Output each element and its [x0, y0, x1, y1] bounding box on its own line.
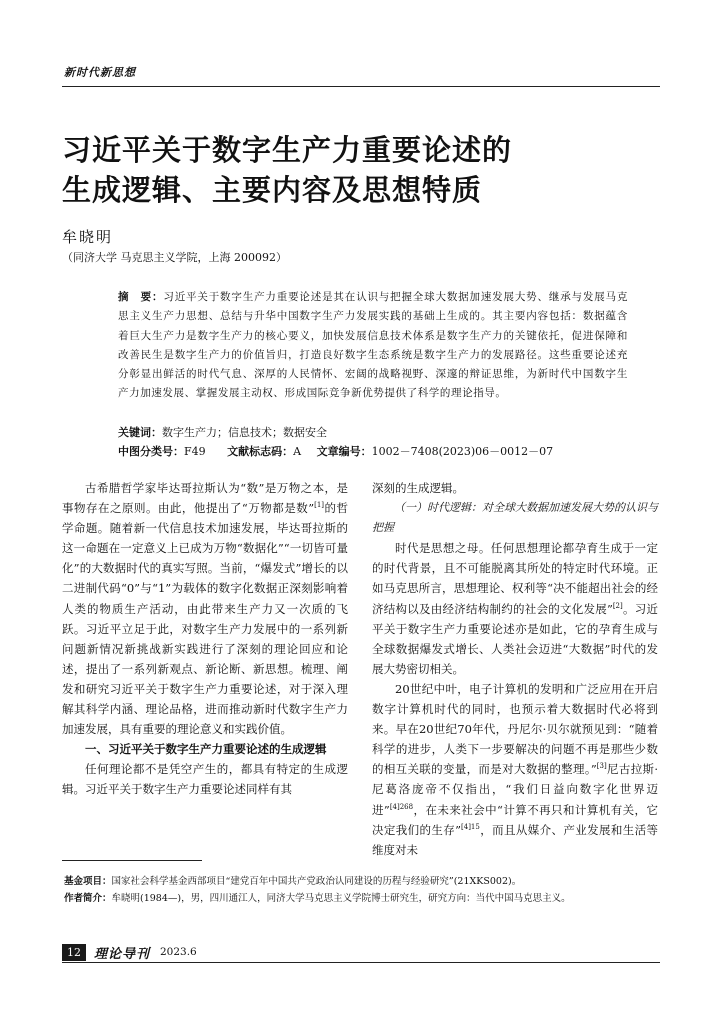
citation: [3]: [596, 762, 607, 771]
citation: [1]: [314, 501, 325, 510]
clc-value: F49: [184, 445, 206, 458]
classification-line: [118, 443, 553, 459]
citation: [4]268: [389, 802, 414, 811]
citation: [4]15: [461, 822, 480, 831]
footnote-author-bio: [64, 891, 658, 906]
footnote-rule: [62, 860, 202, 861]
citation: [2]: [612, 601, 623, 610]
article-number-value: 1002－7408(2023)06－0012－07: [371, 445, 554, 458]
funding-text: 国家社会科学基金西部项目“建党百年中国共产党政治认同建设的历程与经验研究”(21XKS002)。: [111, 876, 522, 887]
abstract: [118, 288, 628, 404]
doc-code-value: A: [293, 445, 302, 458]
author-affiliation: （同济大学 马克思主义学院，上海 200092）: [62, 251, 287, 264]
section-heading: 一、习近平关于数字生产力重要论述的生成逻辑: [85, 742, 327, 757]
article-title-line-1: 习近平关于数字生产力重要论述的: [62, 133, 513, 167]
paragraph: 古希腊哲学家毕达哥拉斯认为“数”是万物之本，是事物存在之原则。由此，他提出了“万物都是数”[1]的哲学命题。随着新一代信息技术加速发展，毕达哥拉斯的这一命题在一定意义上已成为万物“数据化”“一切皆可量化”的大数据时代的真实写照。当前，“爆发式”增长的以二进制代码“0”与“1”为载体的数字化数据正深刻影响着人类的物质生产活动，由此带来生产力又一次质的飞跃。习近平立足于此，对数字生产力发展中的一系列新问题新情况新挑战新实践进行了深刻的理论回应和论述，提出了一系列新观点、新论断、新思想。梳理、阐发和研究习近平关于数字生产力重要论述，对于深入理解其科学内涵、理论品格，进而推动新时代数字生产力加速发展，具有重要的理论意义和实践价值。: [62, 481, 348, 737]
bio-label: 作者简介：: [64, 893, 112, 904]
paragraph: 深刻的生成逻辑。: [372, 481, 464, 495]
issue-number: 2023.6: [160, 946, 197, 958]
paragraph: 任何理论都不是凭空产生的，都具有特定的生成逻辑。习近平关于数字生产力重要论述同样有其: [62, 762, 348, 797]
right-column: [372, 478, 658, 860]
abstract-text: 习近平关于数字生产力重要论述是其在认识与把握全球大数据加速发展大势、继承与发展马克思主义生产力思想、总结与升华中国数字生产力发展实践的基础上生成的。其主要内容包括：数据蕴含着巨大生产力是数字生产力的核心要义，加快发展信息技术体系是数字生产力的关键依托，促进保障和改善民生是数字生产力的价值旨归，打造良好数字生态系统是数字生产力的发展路径。这些重要论述充分彰显出鲜活的时代气息、深厚的人民情怀、宏阔的战略视野、深邃的辩证思维，为新时代中国数字生产力加速发展、掌握发展主动权、形成国际竞争新优势提供了科学的理论指导。: [118, 291, 628, 400]
header-rule: [62, 86, 660, 87]
doc-code-label: 文献标志码：: [227, 445, 294, 458]
clc-label: 中图分类号：: [118, 445, 184, 458]
left-column: [62, 478, 348, 800]
keywords-text: 数字生产力；信息技术；数据安全: [162, 426, 327, 439]
subsection-heading: （一）时代逻辑：对全球大数据加速发展大势的认识与把握: [372, 501, 658, 535]
article-number-label: 文章编号：: [316, 445, 372, 458]
journal-name: 理论导刊: [94, 947, 151, 962]
page-number: 12: [62, 944, 86, 961]
bio-text: 牟晓明(1984—)，男，四川通江人，同济大学马克思主义学院博士研究生，研究方向：当代中国马克思主义。: [111, 893, 571, 904]
funding-label: 基金项目：: [64, 876, 112, 887]
article-title-line-2: 生成逻辑、主要内容及思想特质: [62, 173, 483, 207]
author-name: 牟晓明: [62, 228, 114, 246]
running-head: 新时代新思想: [64, 66, 136, 79]
paragraph: 时代是思想之母。任何思想理论都孕育生成于一定的时代背景，且不可能脱离其所处的特定时代环境。正如马克思所言，思想理论、权利等“决不能超出社会的经济结构以及由经济结构制约的社会的文化发展”[2]。习近平关于数字生产力重要论述亦是如此，它的孕育生成与全球数据爆发式增长、人类社会迈进“大数据”时代的发展大势密切相关。: [372, 541, 658, 676]
footnote-funding: [64, 874, 658, 889]
abstract-label: 摘 要：: [118, 291, 164, 303]
keywords: [118, 424, 327, 440]
paragraph: 20世纪中叶，电子计算机的发明和广泛应用在开启数字计算机时代的同时，也预示着大数据时代必将到来。早在20世纪70年代，丹尼尔·贝尔就预见到：“随着科学的进步，人类下一步要解决的问题不再是那些少数的相互关联的变量，而是对大数据的整理。”[3]尼古拉斯·尼葛洛庞帝不仅指出，“我们日益向数字化世界迈进”$^{[4]268}$，在未来社会中“计算不再只和计算机有关，它决定我们的生存”$^{[4]15}$，而且从媒介、产业发展和生活等维度对未: [372, 681, 658, 857]
footer-rule: [62, 962, 660, 963]
keywords-label: 关键词：: [118, 426, 162, 439]
